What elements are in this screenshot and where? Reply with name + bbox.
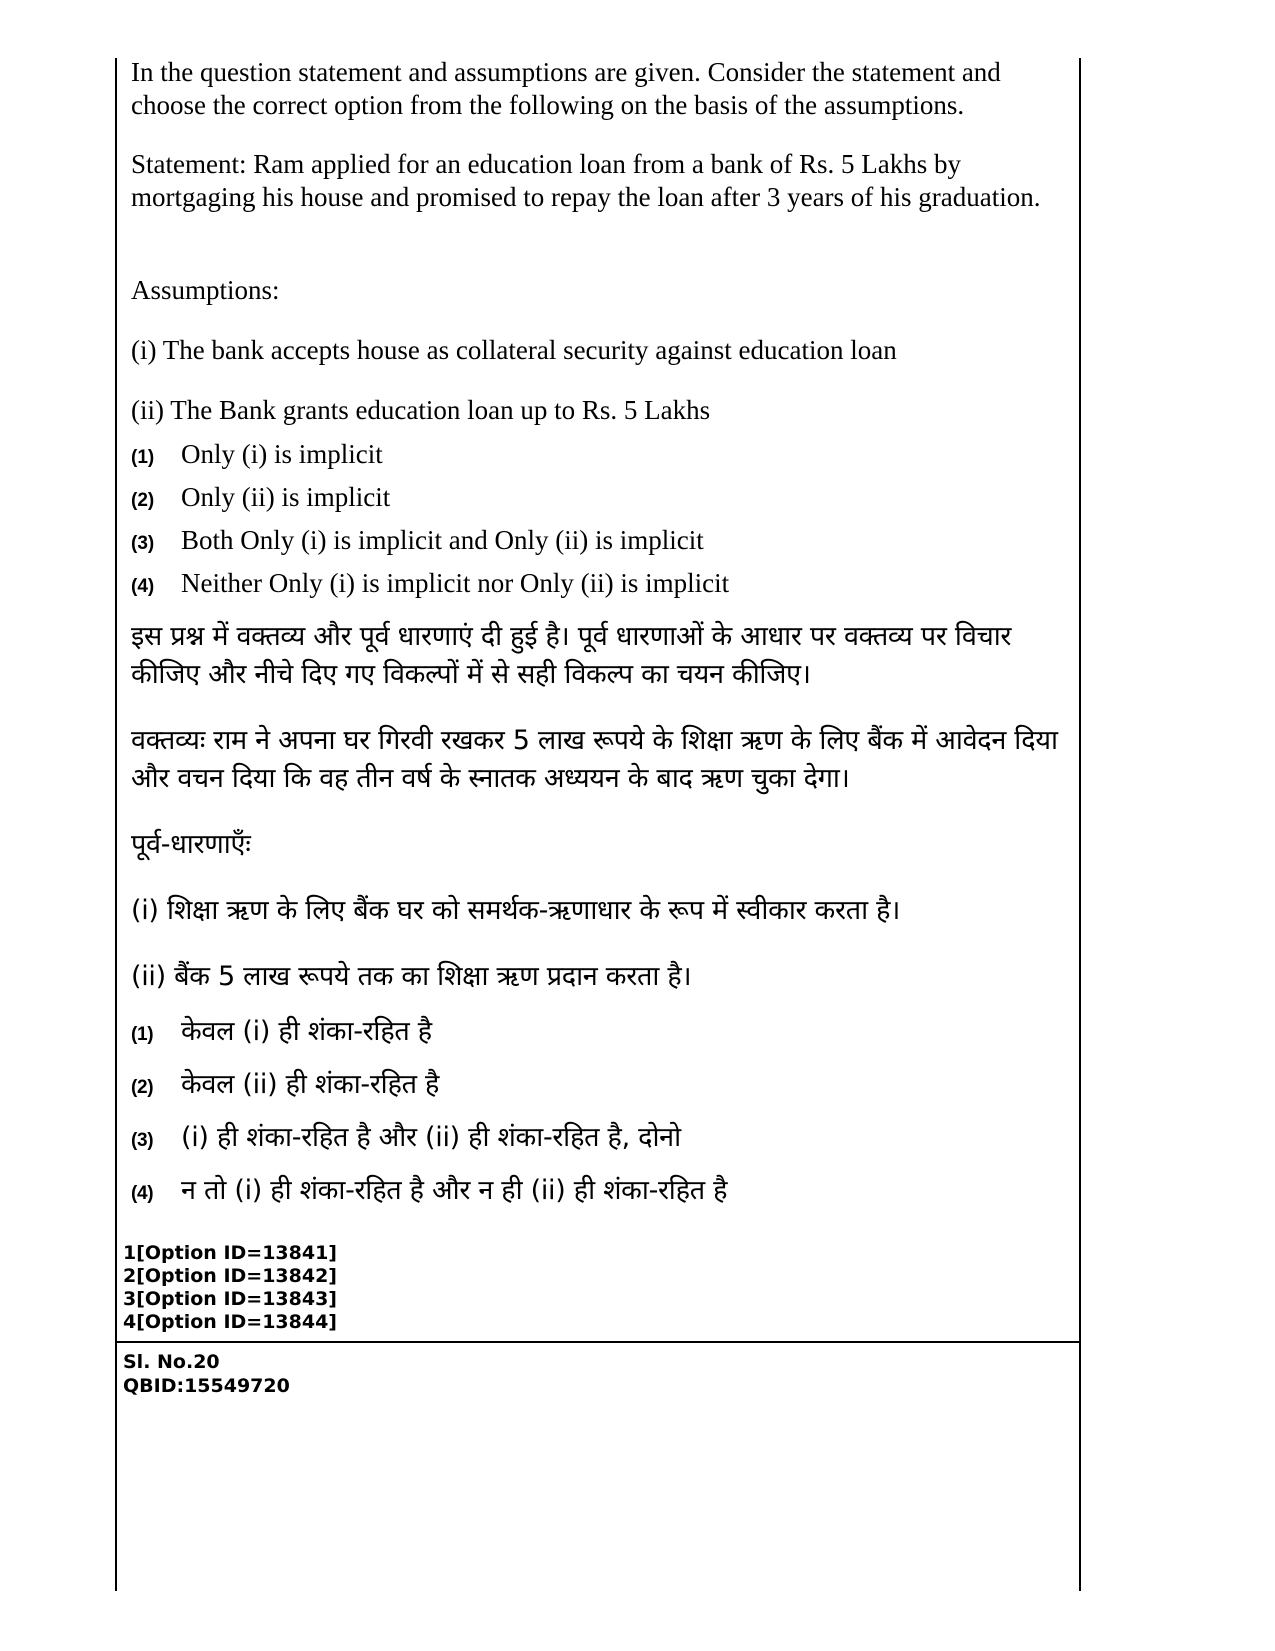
option-number: (4)	[131, 1183, 154, 1204]
serial-number: Sl. No.20	[123, 1351, 220, 1373]
english-assumptions-heading: Assumptions:	[131, 275, 280, 305]
english-option-4	[131, 567, 1061, 603]
hindi-option-2	[131, 1066, 1061, 1107]
option-text: केवल (i) ही शंका-रहित है	[181, 1016, 432, 1047]
option-number: (3)	[131, 533, 155, 554]
hindi-option-1	[131, 1013, 1061, 1054]
option-id-2: 2[Option ID=13842]	[123, 1265, 337, 1287]
option-text: Only (i) is implicit	[181, 439, 383, 469]
option-number: (4)	[131, 576, 155, 597]
option-number: (3)	[131, 1130, 154, 1151]
english-option-1	[131, 438, 1061, 474]
hindi-assumption-2: (ii) बैंक 5 लाख रूपये तक का शिक्षा ऋण प्रदान करता है।	[131, 961, 692, 992]
option-text: केवल (ii) ही शंका-रहित है	[181, 1069, 440, 1100]
option-text: (i) ही शंका-रहित है और (ii) ही शंका-रहित है, दोनो	[181, 1122, 681, 1153]
english-option-3	[131, 524, 1061, 560]
english-statement: Statement: Ram applied for an education loan from a bank of Rs. 5 Lakhs by mortgaging his house and promised to repay the loan after 3 years of his graduation.	[131, 149, 1041, 212]
option-id-3: 3[Option ID=13843]	[123, 1288, 337, 1310]
hindi-statement: वक्तव्यः राम ने अपना घर गिरवी रखकर 5 लाख रूपये के शिक्षा ऋण के लिए बैंक में आवेदन दिया और वचन दिया कि वह तीन वर्ष के स्नातक अध्ययन के बाद ऋण चुका देगा।	[131, 725, 1058, 794]
left-border-line	[115, 58, 117, 1591]
hindi-instruction: इस प्रश्न में वक्तव्य और पूर्व धारणाएं दी हुई है। पूर्व धारणाओं के आधार पर वक्तव्य पर विचार कीजिए और नीचे दिए गए विकल्पों में से सही विकल्प का चयन कीजिए।	[131, 621, 1012, 690]
option-text: न तो (i) ही शंका-रहित है और न ही (ii) ही शंका-रहित है	[181, 1175, 728, 1206]
right-border-line	[1079, 58, 1081, 1591]
english-instruction: In the question statement and assumptions are given. Consider the statement and choose the correct option from the following on the basis of the assumptions.	[131, 57, 1001, 120]
hindi-option-4	[131, 1172, 1061, 1213]
option-number: (1)	[131, 1024, 154, 1045]
english-assumption-1: (i) The bank accepts house as collateral security against education loan	[131, 335, 897, 365]
option-number: (2)	[131, 1077, 154, 1098]
qbid-label: QBID:15549720	[123, 1375, 290, 1397]
option-id-4: 4[Option ID=13844]	[123, 1311, 337, 1333]
option-text: Only (ii) is implicit	[181, 482, 391, 512]
option-id-1: 1[Option ID=13841]	[123, 1242, 337, 1264]
option-number: (2)	[131, 490, 155, 511]
option-text: Both Only (i) is implicit and Only (ii) is implicit	[181, 525, 704, 555]
question-separator-line	[115, 1341, 1081, 1343]
english-assumption-2: (ii) The Bank grants education loan up to Rs. 5 Lakhs	[131, 395, 711, 425]
option-text: Neither Only (i) is implicit nor Only (ii) is implicit	[181, 568, 730, 598]
english-option-2	[131, 481, 1061, 517]
hindi-assumptions-heading: पूर्व-धारणाएँः	[131, 829, 251, 860]
option-number: (1)	[131, 447, 155, 468]
hindi-assumption-1: (i) शिक्षा ऋण के लिए बैंक घर को समर्थक-ऋणाधार के रूप में स्वीकार करता है।	[131, 895, 901, 926]
hindi-option-3	[131, 1119, 1061, 1160]
